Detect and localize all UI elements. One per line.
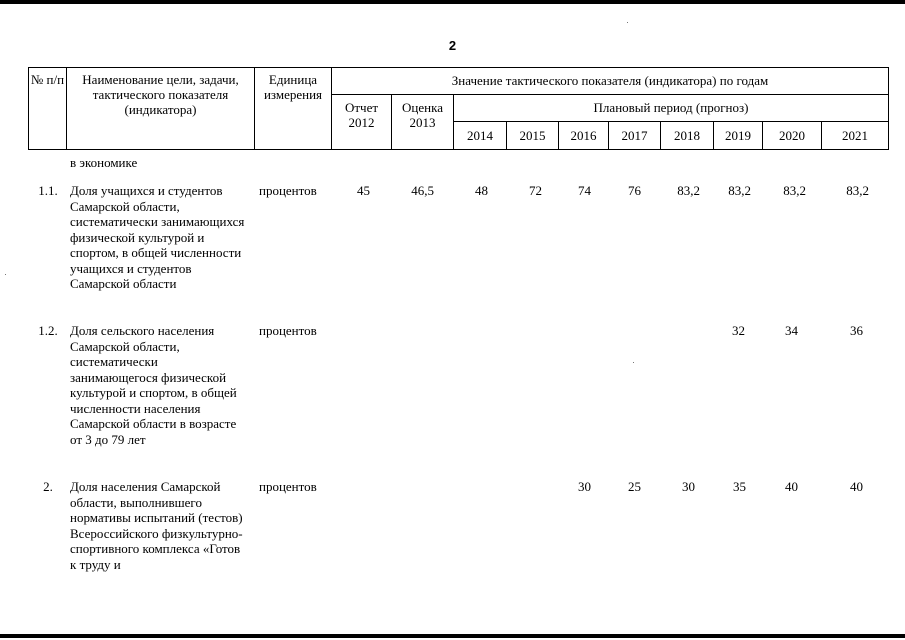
- row-value: 25: [628, 479, 641, 494]
- top-border: [0, 0, 905, 4]
- page-number: 2: [448, 38, 457, 53]
- row-value: 34: [785, 323, 798, 338]
- row-value: 40: [785, 479, 798, 494]
- row-value: 30: [578, 479, 591, 494]
- header-name: Наименование цели, задачи, тактического показателя (индикатора): [82, 72, 239, 117]
- row-number: 1.2.: [38, 323, 58, 338]
- bottom-border: [0, 634, 905, 638]
- row-value: 83,2: [728, 183, 751, 198]
- row-number: 1.1.: [38, 183, 58, 198]
- row-estimate: 46,5: [411, 183, 434, 198]
- scan-speck: [627, 22, 628, 23]
- row-unit: процентов: [259, 323, 317, 338]
- header-year: 2016: [570, 128, 597, 143]
- row-value: 83,2: [783, 183, 806, 198]
- row-value: 32: [732, 323, 745, 338]
- header-year: 2021: [842, 128, 868, 143]
- header-year: 2017: [621, 128, 648, 143]
- row-value: 83,2: [846, 183, 869, 198]
- header-estimate: Оценка 2013: [402, 100, 443, 130]
- header-year: 2019: [725, 128, 751, 143]
- row-value: 30: [682, 479, 695, 494]
- header-year: 2018: [674, 128, 700, 143]
- row-value: 72: [529, 183, 542, 198]
- row-value: 83,2: [677, 183, 700, 198]
- scan-speck: [633, 362, 634, 363]
- row-unit: процентов: [259, 183, 317, 198]
- row-value: 35: [733, 479, 746, 494]
- row-unit: процентов: [259, 479, 317, 494]
- header-plan: Плановый период (прогноз): [593, 100, 749, 115]
- row-value: 74: [578, 183, 591, 198]
- row-number: 2.: [43, 479, 53, 494]
- row-name: Доля учащихся и студентов Самарской области, систематически занимающихся физической культурой и спортом, в общей численности учащихся и студентов Самарской области: [70, 183, 245, 291]
- row-value: 40: [850, 479, 863, 494]
- scan-speck: [5, 274, 6, 275]
- header-report: Отчет 2012: [344, 100, 379, 130]
- continuation-text: в экономике: [70, 155, 138, 170]
- row-value: 36: [850, 323, 863, 338]
- header-year: 2020: [779, 128, 805, 143]
- header-num: № п/п: [30, 72, 65, 87]
- row-value: 48: [475, 183, 488, 198]
- header-unit: Единица измерения: [263, 72, 323, 102]
- header-year: 2014: [467, 128, 493, 143]
- row-value: 76: [628, 183, 641, 198]
- row-name: Доля населения Самарской области, выполнившего нормативы испытаний (тестов) Всероссийского физкультурно-спортивного комплекса «Готов к труду и: [70, 479, 243, 572]
- row-report: 45: [357, 183, 370, 198]
- row-name: Доля сельского населения Самарской области, систематически занимающегося физической культурой и спортом, в общей численности населения Самарской области в возрасте от 3 до 79 лет: [70, 323, 237, 447]
- header-values: Значение тактического показателя (индикатора) по годам: [451, 73, 769, 88]
- header-year: 2015: [519, 128, 546, 143]
